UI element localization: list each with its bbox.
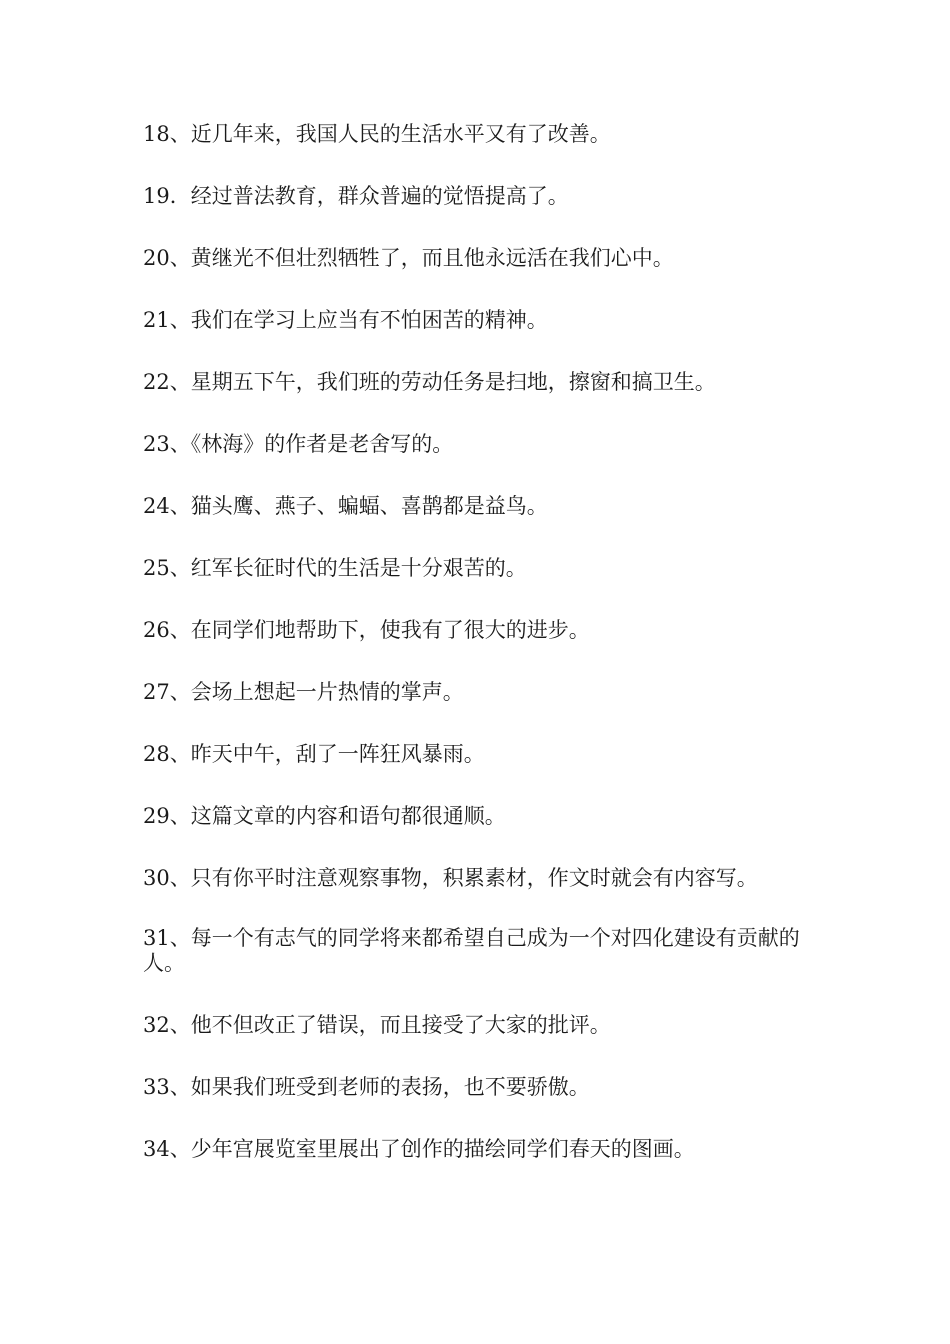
sentence-31: 31、每一个有志气的同学将来都希望自己成为一个对四化建设有贡献的人。	[143, 926, 800, 975]
sentence-33: 33、如果我们班受到老师的表扬，也不要骄傲。	[143, 1075, 590, 1099]
sentence-26: 26、在同学们地帮助下，使我有了很大的进步。	[143, 618, 590, 642]
sentence-21: 21、我们在学习上应当有不怕困苦的精神。	[143, 308, 548, 332]
sentence-23: 23、《林海》的作者是老舍写的。	[143, 432, 454, 456]
sentence-32: 32、他不但改正了错误，而且接受了大家的批评。	[143, 1013, 611, 1037]
sentence-20: 20、黄继光不但壮烈牺牲了，而且他永远活在我们心中。	[143, 246, 674, 270]
sentence-34: 34、少年宫展览室里展出了创作的描绘同学们春天的图画。	[143, 1137, 695, 1161]
sentence-30: 30、只有你平时注意观察事物，积累素材，作文时就会有内容写。	[143, 866, 758, 890]
sentence-22: 22、星期五下午，我们班的劳动任务是扫地，擦窗和搞卫生。	[143, 370, 716, 394]
sentence-27: 27、会场上想起一片热情的掌声。	[143, 680, 464, 704]
sentence-19: 19．经过普法教育，群众普遍的觉悟提高了。	[143, 184, 569, 208]
sentence-25: 25、红军长征时代的生活是十分艰苦的。	[143, 556, 527, 580]
sentence-28: 28、昨天中午，刮了一阵狂风暴雨。	[143, 742, 485, 766]
sentence-list	[143, 120, 823, 1197]
sentence-29: 29、这篇文章的内容和语句都很通顺。	[143, 804, 506, 828]
sentence-18: 18、近几年来，我国人民的生活水平又有了改善。	[143, 122, 611, 146]
sentence-24: 24、猫头鹰、燕子、蝙蝠、喜鹊都是益鸟。	[143, 494, 548, 518]
